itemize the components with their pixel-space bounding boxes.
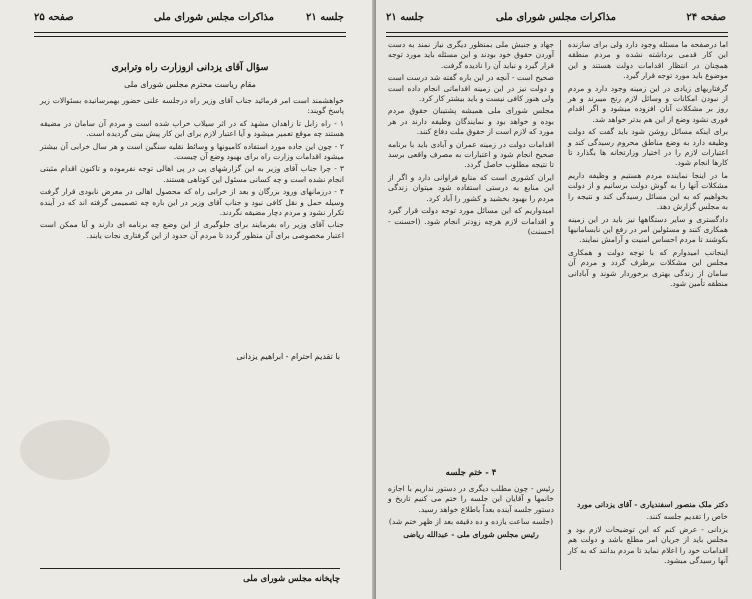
closing-text: رئیس - چون مطلب دیگری در دستور نداریم با اجازه خانمها و آقایان این جلسه را ختم می کنیم تاریخ و دستور جلسه آینده بعداً باطلاع خواهد رسید.	[388, 484, 554, 514]
left-session-label: جلسه ۲۱	[305, 12, 344, 23]
speaker-note: خاص را تقدیم جلسه کنند.	[646, 512, 728, 522]
right-column-paragraph: دادگستری و سایر دستگاهها نیز باید در این زمینه همکاری کنند و مسئولین امر در رفع این نابسامانیها بکوشند تا مردم احساس امنیت و آرامش نمایند.	[568, 214, 728, 245]
left-journal-title: مذاکرات مجلس شورای ملی	[153, 12, 274, 23]
left-column-paragraph: امیدواریم که این مسائل مورد توجه دولت قرار گیرد و اقدامات لازم هرچه زودتر انجام شود. (احسنت - احسنت)	[388, 206, 554, 236]
right-page-label: صفحه ۲۴	[686, 12, 726, 23]
left-column-paragraph: ایران کشوری است که منابع فراوانی دارد و اگر از این منابع به درستی استفاده شود میتوان زندگی مردم را بهبود بخشید و کشور را آباد کرد.	[388, 172, 554, 203]
right-column-paragraph: اما درصفحه ما مسئله وجود دارد ولی برای سازنده این کار قدمی برداشته نشده و مردم منطقه همچنان در انتظار اقدامات دولت هستند و این موضوع باید مورد توجه قرار گیرد.	[568, 40, 728, 81]
question-paragraph: جناب آقای وزیر راه بفرمایند برای جلوگیری از این وضع چه برنامه ای دارند و آیا ممکن است اعتبار مخصوصی برای آن منظور گردد تا مردم آن حدود از این گرفتاری نجات یابند.	[40, 220, 344, 240]
question-paragraph: ۴ - درزمانهای ورود بزرگان و بعد از خرابی راه که محصول اهالی در معرض نابودی قرار گرفت وسیله حمل و نقل کافی نبود و جناب آقای وزیر در این باره چه تصمیمی گرفته اند که در آینده تکرار نشود و مردم دچار مضیقه نگردند.	[40, 187, 344, 218]
section-heading: ۴ - ختم جلسه	[445, 468, 497, 478]
left-page-label: صفحه ۲۵	[34, 12, 74, 23]
question-title: سؤال آقای یزدانی ازوزارت راه وترابری	[111, 62, 269, 73]
left-footer-rule	[40, 568, 340, 569]
speaker-line: دکتر ملک منصور اسفندیاری - آقای یزدانی مورد	[577, 500, 728, 509]
left-column-paragraph: مجلس شورای ملی همیشه پشتیبان حقوق مردم بوده و خواهد بود و نمایندگان وظیفه دارند در هر مورد که لازم است از حقوق ملت دفاع کنند.	[388, 106, 554, 137]
question-paragraph: خواهشمند است امر فرمائید جناب آقای وزیر راه درجلسه علنی حضور بهمرسانیده بسئوالات زیر پاسخ گویند:	[40, 96, 344, 116]
right-header-rule	[386, 32, 728, 37]
left-column	[388, 40, 554, 239]
question-paragraph: ۳ - چرا جناب آقای وزیر به این گزارشهای پی در پی اهالی توجه نفرموده و تاکنون اقدام مثبتی انجام نشده است و چه کسانی مسئول این کوتاهی هستند.	[40, 164, 344, 184]
column-separator	[560, 40, 561, 570]
right-column-paragraph: ما در اینجا نماینده مردم هستیم و وظیفه داریم مشکلات آنها را به گوش دولت برسانیم و از دولت بخواهیم که به این مسائل رسیدگی کند و نتیجه را به مجلس گزارش دهد.	[568, 170, 728, 212]
right-session-label: جلسه ۲۱	[386, 12, 425, 23]
adjourn-time: (جلسه ساعت یازده و ده دقیقه بعد از ظهر ختم شد)	[388, 517, 554, 527]
speaker-block	[568, 500, 728, 568]
chairman-signature: رئیس مجلس شورای ملی - عبدالله ریاضی	[403, 529, 539, 539]
closing-block	[388, 484, 554, 542]
right-journal-title: مذاکرات مجلس شورای ملی	[495, 12, 616, 23]
right-page	[376, 0, 752, 599]
right-page-header	[386, 12, 726, 30]
right-column-paragraph: گرفتاریهای زیادی در این زمینه وجود دارد و مردم از نبودن امکانات و وسائل لازم رنج میبرند و هر روز بر مشکلات آنان افزوده میشود و اگر اقدام فوری نشود وضع از این هم بدتر خواهد شد.	[568, 83, 728, 124]
left-column-paragraph: صحیح است - آنچه در این باره گفته شد درست است و دولت نیز در این زمینه اقداماتی انجام داده است ولی هنوز کافی نیست و باید بیشتر کار کرد.	[388, 73, 554, 104]
question-body	[40, 96, 344, 243]
paper-smudge	[20, 420, 110, 480]
right-column-paragraph: اینجانب امیدوارم که با توجه دولت و همکاری مجلس این مشکلات برطرف گردد و مردم آن سامان از زندگی بهتری برخوردار شوند و آبادانی منطقه تأمین شود.	[568, 247, 728, 288]
left-column-paragraph: اقدامات دولت در زمینه عمران و آبادی باید با برنامه صحیح انجام شود و اعتبارات به مصرف واقعی برسد تا نتیجه مطلوب حاصل گردد.	[388, 139, 554, 170]
speaker-reply: یزدانی - عرض کنم که این توضیحات لازم بود و مجلس باید از جریان امر مطلع باشد و دولت هم اقدامات خود را اعلام نماید تا مردم بدانند که به کار آنها رسیدگی میشود.	[568, 524, 728, 566]
left-column-paragraph: جهاد و جنبش ملی بمنظور دیگری نیاز نمند به دست آوردن حقوق خود بودند و این مسئله باید مورد توجه قرار گیرد و نباید آن را نادیده گرفت.	[388, 40, 554, 70]
right-column-paragraph: برای اینکه مسائل روشن شود باید گفت که دولت وظیفه دارد به وضع مناطق محروم رسیدگی کند و اعتبارات لازم را در اختیار وزارتخانه ها بگذارد تا کارها انجام شود.	[568, 127, 728, 168]
right-column	[568, 40, 728, 291]
question-paragraph: ۱ - راه زابل تا زاهدان مشهد که در اثر سیلاب خراب شده است و مردم آن سامان در مضیقه هستند چه موقع تعمیر میشود و آیا اعتبار لازم برای این کار پیش بینی گردیده است.	[40, 118, 344, 139]
left-page-header	[34, 12, 344, 30]
question-addressee: مقام ریاست محترم مجلس شورای ملی	[124, 80, 256, 89]
left-header-rule	[34, 32, 346, 37]
question-paragraph: ۲ - چون این جاده مورد استفاده کامیونها و وسائط نقلیه سنگین است و هر سال خرابی آن بیشتر میشود اقدامات وزارت راه برای بهبود وضع آن چیست.	[40, 141, 344, 162]
question-closing: با تقدیم احترام - ابراهیم یزدانی	[236, 352, 340, 361]
printer-footer: چاپخانه مجلس شورای ملی	[243, 574, 340, 584]
